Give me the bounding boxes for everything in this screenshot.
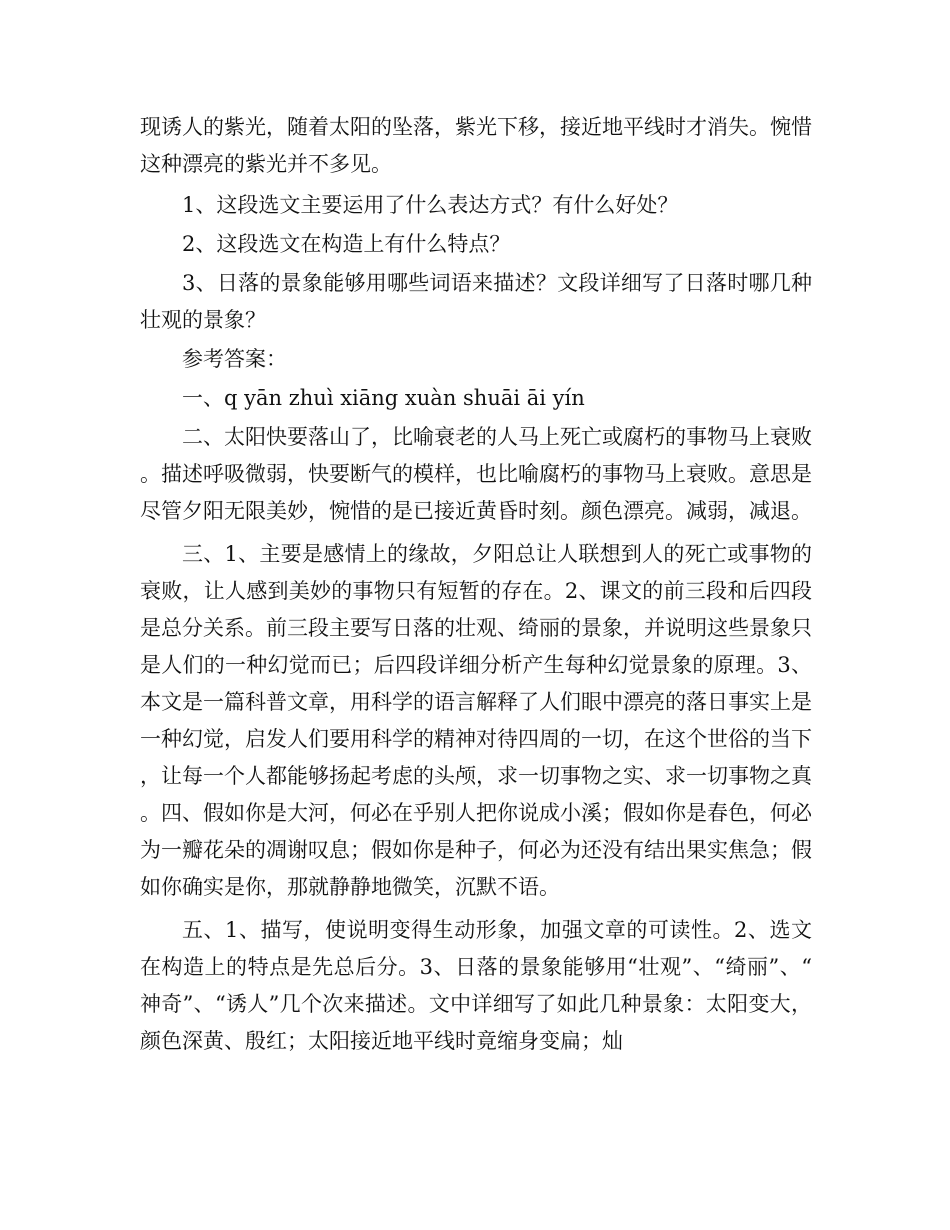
question-3: 3、日落的景象能够用哪些词语来描述？文段详细写了日落时哪几种壮观的景象？ [140,271,812,332]
answer-heading: 参考答案： [182,347,287,371]
document-body [140,109,812,1060]
answer-section-5: 五、1、描写，使说明变得生动形象，加强文章的可读性。2、选文在构造上的特点是先总后分。3、日落的景象能够用“壮观”、“绮丽”、“神奇”、“诱人”几个次来描述。文中详细写了如此几种景象：太阳变大，颜色深黄、殷红；太阳接近地平线时竟缩身变扁；灿 [140,918,812,1053]
question-1: 1、这段选文主要运用了什么表达方式？有什么好处？ [182,193,679,217]
paragraph-continuation: 现诱人的紫光，随着太阳的坠落，紫光下移，接近地平线时才消失。惋惜这种漂亮的紫光并不多见。 [140,115,812,176]
answer-section-2: 二、太阳快要落山了，比喻衰老的人马上死亡或腐朽的事物马上衰败。描述呼吸微弱，快要断气的模样，也比喻腐朽的事物马上衰败。意思是尽管夕阳无限美妙，惋惜的是已接近黄昏时刻。颜色漂亮。减弱，减退。 [140,425,812,523]
answer-section-3-4: 三、1、主要是感情上的缘故，夕阳总让人联想到人的死亡或事物的衰败，让人感到美妙的事物只有短暂的存在。2、课文的前三段和后四段是总分关系。前三段主要写日落的壮观、绮丽的景象，并说明这些景象只是人们的一种幻觉而已；后四段详细分析产生每种幻觉景象的原理。3、本文是一篇科普文章，用科学的语言解释了人们眼中漂亮的落日事实上是一种幻觉，启发人们要用科学的精神对待四周的一切，在这个世俗的当下，让每一个人都能够扬起考虑的头颅，求一切事物之实、求一切事物之真。四、假如你是大河，何必在乎别人把你说成小溪；假如你是春色，何必为一瓣花朵的凋谢叹息；假如你是种子，何必为还没有结出果实焦急；假如你确实是你，那就静静地微笑，沉默不语。 [140,542,812,899]
question-2: 2、这段选文在构造上有什么特点？ [182,232,511,256]
answer-section-1: 一、q yān zhuì xiāng xuàn shuāi āi yín [182,386,585,410]
